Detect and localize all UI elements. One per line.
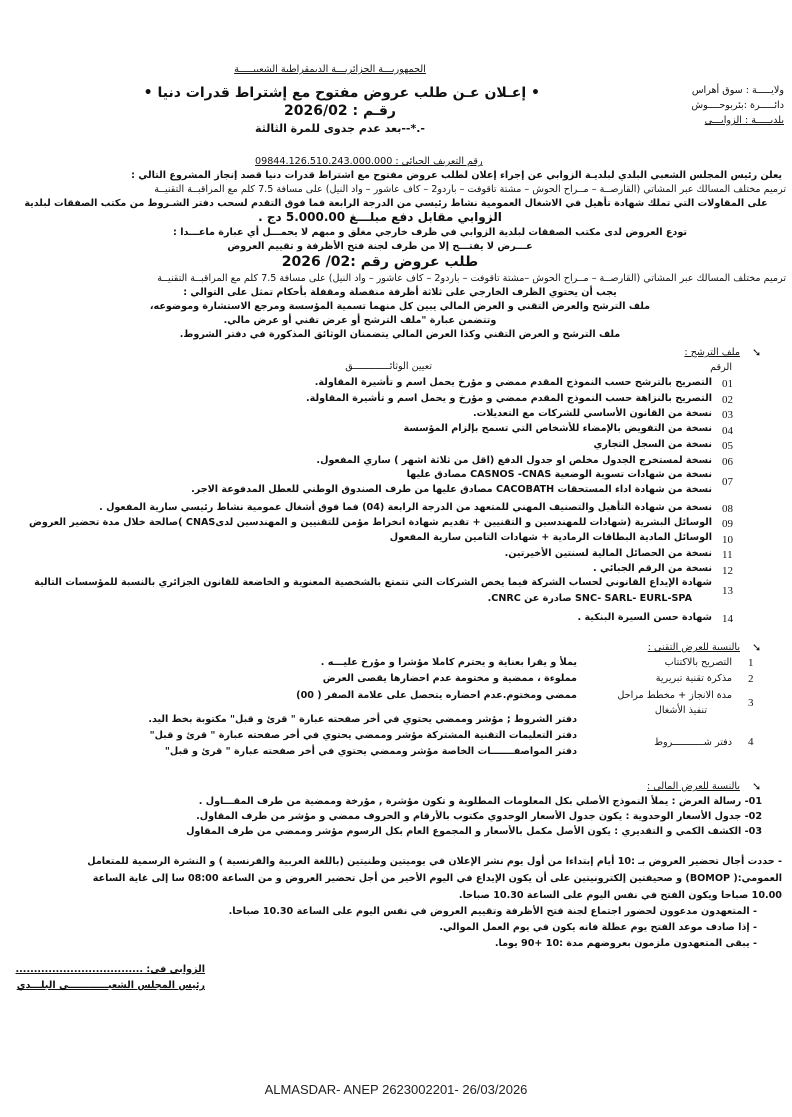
arrow-bullet-icon: ➘ — [752, 780, 762, 793]
arrow-bullet-icon: ➘ — [752, 346, 762, 359]
technical-row-desc: دفتر الشروط ; مؤشر وممضي يحتوي في أخر صفحته عبارة " قرئ و قبل" مكتوبة بخط اليد. — [148, 714, 577, 725]
intro2-line-3: ملف الترشح والعرض التقني و العرض المالي يبين كل منهما تسمية المؤسسة ومرجع الاستشارة وموضوعه، — [149, 301, 651, 312]
financial-item-1: 01- رسالة العرض : يملأ النموذج الأصلي بكل المعلومات المطلوبة و تكون مؤشرة , مؤرخة وممضية من طرف المقـــاول . — [198, 796, 762, 807]
technical-row-label-2: تنفيذ الأشغال — [654, 705, 707, 716]
announcement-title: • إعـلان عـن طلب عروض مفتوح مع إشتراط قدرات دنيا • — [143, 85, 540, 101]
intro-line-5: تودع العروض لدى مكتب الصفقات لبلدية الزوابي في ظرف خارجي مغلق و مبهم لا يحمـــل أي عبارة ماعـــدا : — [173, 227, 687, 238]
candidacy-row-number: 12 — [722, 565, 733, 577]
technical-row-number: 3 — [748, 697, 754, 709]
candidacy-row-text: شهادة الإيداع القانوني لحساب الشركة فيما يخص الشركات التي تتمتع بالشخصية المعنوية و الخاضعة للقانون الجزائري بالنسبة للمؤسسات التالية — [34, 577, 712, 588]
deadline-line-6: - يبقى المتعهدون ملزمون بعروضهم مدة :10 +90 يوما. — [494, 938, 757, 949]
signature-place: الزوابي في: ................................... — [15, 964, 205, 975]
candidacy-row-number: 03 — [722, 409, 733, 421]
deadline-line-5: - إذا صادف موعد الفتح يوم عطلة فانه يكون في يوم العمل الموالي. — [439, 922, 757, 933]
financial-heading: بالنسبة للعرض المالي : — [647, 781, 740, 792]
technical-row-number: 4 — [748, 736, 754, 748]
candidacy-row-text: الوسائل البشرية (شهادات للمهندسين و التقنيين + تقديم شهادة انخراط مؤمن للتقنيين و المهندسين لدىCNAS )صالحة خلال مدة تحضير العروض — [28, 517, 712, 528]
deadline-line-3: 10.00 صباحا ويكون الفتح في نفس اليوم على الساعة 10.30 صباحا. — [458, 890, 782, 901]
intro2-line-4: وتتضمن عبارة "ملف الترشح أو عرض تقني أو عرض مالي. — [223, 315, 497, 326]
candidacy-row-number: 05 — [722, 440, 733, 452]
intro-line-6: عـــرض لا يفتـــح إلا من طرف لجنة فتح الأظرفة و تقييم العروض — [227, 241, 533, 252]
intro2-line-2: يجب أن يحتوي الظرف الخارجي على ثلاثة أظرفة منفصلة ومقفلة بأحكام تمثل على التوالي : — [183, 287, 617, 298]
candidacy-row-text: نسخة من الحصائل المالية لسنتين الأخيرتين. — [504, 548, 712, 559]
wilaya-label: ولايـــــة : سوق أهراس — [691, 85, 784, 96]
financial-item-2: 02- جدول الأسعار الوحدوية : يكون جدول الأسعار الوحدوي مكتوب بالأرقام و الحروف ممضي و مؤشر من طرف المقاول. — [196, 811, 762, 822]
technical-row-desc: دفتر التعليمات التقنية المشتركة مؤشر وممضي يحتوي في أخر صفحته عبارة " قرئ و قبل" — [149, 730, 577, 741]
candidacy-row-number: 11 — [722, 549, 733, 561]
technical-heading: بالنسبة للعرض التقني : — [647, 642, 740, 653]
candidacy-row-number: 14 — [722, 613, 733, 625]
candidacy-row-number: 09 — [722, 518, 733, 530]
candidacy-row-text: الوسائل المادية البطاقات الرمادية + شهادات التامين سارية المفعول — [389, 532, 712, 543]
technical-row-label: التصريح بالاكتتاب — [664, 657, 732, 668]
candidacy-row-text: نسخة من القانون الأساسي للشركات مع التعديلات. — [472, 408, 712, 419]
candidacy-row-text: شهادة حسن السيرة البنكية . — [577, 612, 712, 623]
candidacy-heading: ملف الترشح : — [684, 347, 740, 358]
announcement-number: رقـم : 2026/02 — [284, 103, 396, 119]
candidacy-row-number: 06 — [722, 456, 733, 468]
technical-row-number: 1 — [748, 657, 754, 669]
financial-item-3: 03- الكشف الكمي و التقديري : يكون الأصل مكمل بالأسعار و المجموع العام بكل الرسوم مؤشر وممضي من طرف المقاول — [186, 826, 762, 837]
candidacy-row-number: 08 — [722, 503, 733, 515]
intro-line-3: على المقاولات التي تملك شهادة تأهيل في الاشغال العمومية نشاط رئيسي من الدرجة الرابعة فما فوق التقدم لسحب دفتر الشـروط من مكتب الصفقات لبلدية — [24, 198, 768, 209]
deadline-line-1: - حددت أجال تحضير العروض بـ :10 أيام إبتداءا من أول يوم نشر الإعلان في يوميتين وطنيتين (باللغة العربية والفرنسية ) و النشرة الرسمية للمتعامل — [87, 856, 782, 867]
technical-row-number: 2 — [748, 673, 754, 685]
deadline-line-2: العمومي:( BOMOP) و صحيفتين إلكترونيتين على أن يكون الإيداع في اليوم الأخير من أجل تحضير العروض و من الساعة 08:00 سا إلى غاية الساعة — [92, 873, 782, 884]
candidacy-col-number: الرقم — [710, 362, 732, 373]
intro-line-1: يعلن رئيس المجلس الشعبي البلدي لبلديـة الزوابي عن إجراء إعلان لطلب عروض مفتوح مع اشتراط قدرات دنيا قصد إنجاز المشروع التالي : — [131, 170, 782, 181]
technical-row-desc: ممضي ومختوم.عدم احضاره يتحصل على علامة الصفر ( 00) — [296, 690, 577, 701]
candidacy-row-text: نسخة من التفويض بالإمضاء للأشخاص التي تسمح بإلزام المؤسسة — [403, 423, 712, 434]
technical-row-label: مذكرة تقنية تبريرية — [655, 673, 732, 684]
commune-label: بلديـــــة : الزوابـــي — [704, 115, 784, 126]
candidacy-row-number: 04 — [722, 425, 733, 437]
candidacy-row-number: 02 — [722, 394, 733, 406]
intro-fee-line: الزوابي مقابل دفع مبلـــغ 5.000.00 دج . — [258, 210, 502, 224]
candidacy-row-text: نسخة من شهادات تسوية الوضعية CASNOS -CNAS مصادق عليها — [406, 469, 712, 480]
intro2-line-5: ملف الترشح و العرض التقني وكذا العرض المالي يتضمنان الوثائق المذكورة في دفتر الشروط. — [179, 329, 621, 340]
arrow-bullet-icon: ➘ — [752, 641, 762, 654]
candidacy-row-number: 13 — [722, 585, 733, 597]
candidacy-row-number: 07 — [722, 476, 733, 488]
candidacy-row-text: نسخة من شهادة التأهيل والتصنيف المهني للمتعهد من الدرجة الرابعة (04) فما فوق أشغال عمومية نشاط رئيسي سارية المفعول . — [99, 502, 712, 513]
technical-row-label: دفتر شـــــــــــروط — [654, 737, 732, 748]
intro2-line-1: ترميم مختلف المسالك عبر المشاتي (القارصــة – مــراح الحوش –مشتة تاقوفت – باردو2 – كاف عاشور – واد النيل) على مسافة 7.5 كلم مع المراقبــة التقنيــة — [157, 273, 786, 284]
candidacy-row-text: نسخة من شهادة اداء المستحقات CACOBATH مصادق عليها من طرف الصندوق الوطني للعطل المدفوعة الاجر. — [191, 484, 712, 495]
announcement-subtitle: -.*--بعد عدم جدوى للمرة الثالثة — [255, 122, 425, 135]
candidacy-row-text: التصريح بالنزاهة حسب النموذج المقدم ممضي و مؤرخ و يحمل اسم و تأشيرة المقاولة. — [306, 393, 712, 404]
tax-id: رقم التعريف الجبائي : 09844.126.510.243.000.000 — [255, 156, 483, 167]
daira-label: دائـــــرة :بئربوحــــوش — [691, 100, 784, 111]
technical-row-desc: يملأ و يقرا بعناية و يحترم كاملا مؤشرا و مؤرخ عليـــه . — [320, 657, 577, 668]
candidacy-row-text: نسخة لمستخرج الجدول مخلص او جدول الدفع (اقل من ثلاثة اشهر ) ساري المفعول. — [316, 455, 712, 466]
candidacy-row-text: نسخة من السجل التجاري — [593, 439, 712, 450]
candidacy-row-number: 01 — [722, 378, 733, 390]
deadline-line-4: - المتعهدون مدعوون لحضور اجتماع لجنة فتح الأظرفة وتقييم العروض في نفس اليوم على الساعة 10.30 صباحا. — [228, 906, 757, 917]
technical-row-label: مدة الانجاز + مخطط مراحل — [617, 690, 732, 701]
republic-heading: الجمهوريـــة الجزائريـــة الديمقراطية الشعبيـــــة — [234, 64, 426, 75]
candidacy-row-number: 10 — [722, 534, 733, 546]
candidacy-row-text: نسخة من الرقم الجبائي . — [593, 563, 712, 574]
footer-reference: ALMASDAR- ANEP 2623002201- 26/03/2026 — [264, 1082, 528, 1097]
candidacy-row-text: التصريح بالترشح حسب النموذج المقدم ممضي و مؤرخ يحمل اسم و تأشيرة المقاولة. — [314, 377, 712, 388]
signature-title: رئيس المجلس الشعبــــــــــــي البلـــدي — [16, 980, 205, 991]
intro-line-2: ترميم مختلف المسالك عبر المشاتي (القارصــة – مــراح الحوش – مشتة تاقوفت – باردو2 – كاف عاشور – واد النيل) على مسافة 7.5 كلم مع المراقبــة التقنيــة — [154, 184, 786, 195]
technical-row-desc: دفتر المواصفـــــــات الخاصة مؤشر وممضي يحتوي في أخر صفحته عبارة " قرئ و قبل" — [164, 746, 577, 757]
candidacy-col-docs: تعيين الوثائـــــــــــــق — [345, 361, 432, 372]
technical-row-desc: مملوءة ، ممضية و مختومة عدم احضارها يقصى العرض — [322, 673, 577, 684]
candidacy-row-text: SNC- SARL- EURL-SPA صادرة عن CNRC. — [487, 593, 692, 604]
tender-number: طلب عروض رقم :02/ 2026 — [281, 254, 479, 270]
